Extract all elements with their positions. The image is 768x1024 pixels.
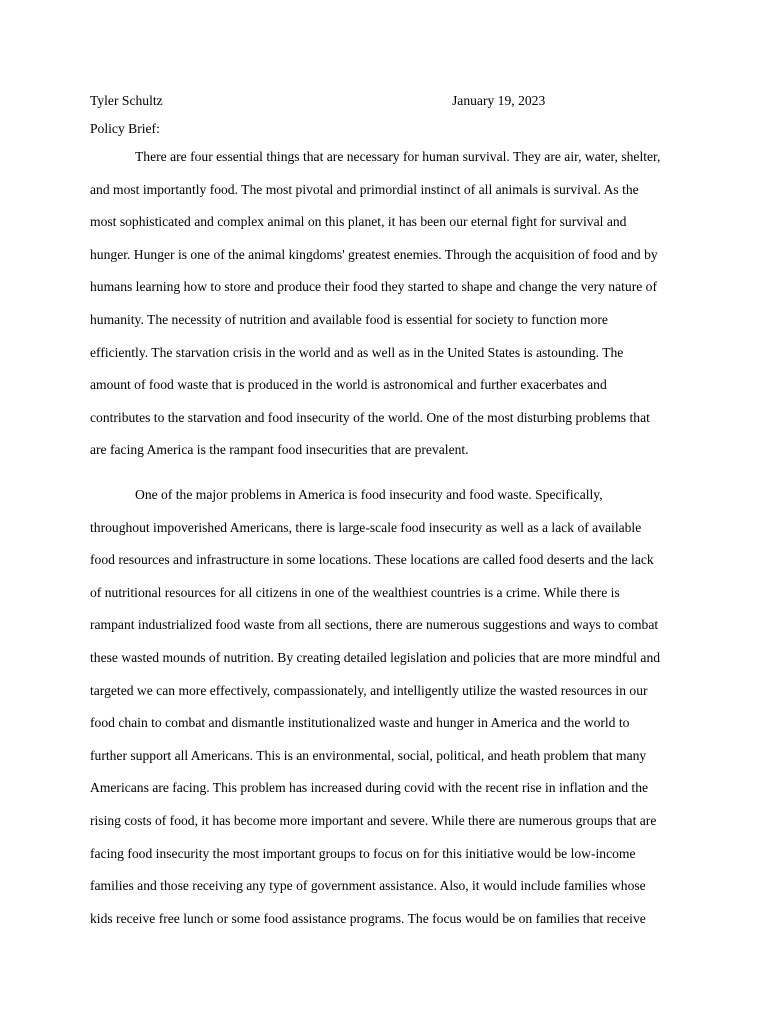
paragraph-line: targeted we can more effectively, compassionately, and intelligently utilize the wasted resources in our — [90, 682, 648, 698]
paragraph-line: One of the major problems in America is food insecurity and food waste. Specifically, — [135, 487, 603, 502]
body-paragraph-1 — [90, 141, 690, 467]
document-type-label: Policy Brief: — [90, 121, 160, 136]
paragraph-line: humans learning how to store and produce their food they started to shape and change the very nature of — [90, 279, 657, 295]
author-name: Tyler Schultz — [90, 93, 163, 108]
paragraph-line: and most importantly food. The most pivotal and primordial instinct of all animals is survival. As the — [90, 181, 639, 197]
paragraph-line: are facing America is the rampant food insecurities that are prevalent. — [90, 442, 469, 458]
paragraph-line: food resources and infrastructure in some locations. These locations are called food deserts and the lack — [90, 552, 654, 568]
document-date: January 19, 2023 — [452, 93, 546, 108]
paragraph-line: of nutritional resources for all citizens in one of the wealthiest countries is a crime. While there is — [90, 584, 620, 600]
paragraph-line: Americans are facing. This problem has increased during covid with the recent rise in inflation and the — [90, 780, 649, 796]
paragraph-line: further support all Americans. This is an environmental, social, political, and heath problem that many — [90, 747, 647, 763]
paragraph-line: hunger. Hunger is one of the animal kingdoms' greatest enemies. Through the acquisition of food and by — [90, 246, 658, 262]
paragraph-line: amount of food waste that is produced in the world is astronomical and further exacerbates and — [90, 377, 607, 393]
paragraph-line: rising costs of food, it has become more important and severe. While there are numerous groups that are — [90, 812, 657, 828]
paragraph-line: most sophisticated and complex animal on this planet, it has been our eternal fight for survival and — [90, 214, 627, 230]
paragraph-line: rampant industrialized food waste from all sections, there are numerous suggestions and ways to combat — [90, 617, 659, 633]
paragraph-line: efficiently. The starvation crisis in the world and as well as in the United States is astounding. The — [90, 344, 624, 360]
paragraph-line: kids receive free lunch or some food assistance programs. The focus would be on families that receive — [90, 910, 646, 926]
body-paragraph-2 — [90, 479, 690, 935]
paragraph-line: contributes to the starvation and food insecurity of the world. One of the most disturbing problems that — [90, 409, 650, 425]
paragraph-line: facing food insecurity the most important groups to focus on for this initiative would be low-income — [90, 845, 636, 861]
paragraph-line: these wasted mounds of nutrition. By creating detailed legislation and policies that are more mindful and — [90, 649, 661, 665]
paragraph-line: There are four essential things that are necessary for human survival. They are air, water, shelter, — [135, 149, 661, 164]
paragraph-line: families and those receiving any type of government assistance. Also, it would include families whose — [90, 878, 646, 894]
paragraph-line: food chain to combat and dismantle institutionalized waste and hunger in America and the world to — [90, 715, 630, 731]
paragraph-line: throughout impoverished Americans, there is large-scale food insecurity as well as a lack of available — [90, 519, 642, 535]
paragraph-line: humanity. The necessity of nutrition and available food is essential for society to function more — [90, 311, 608, 327]
